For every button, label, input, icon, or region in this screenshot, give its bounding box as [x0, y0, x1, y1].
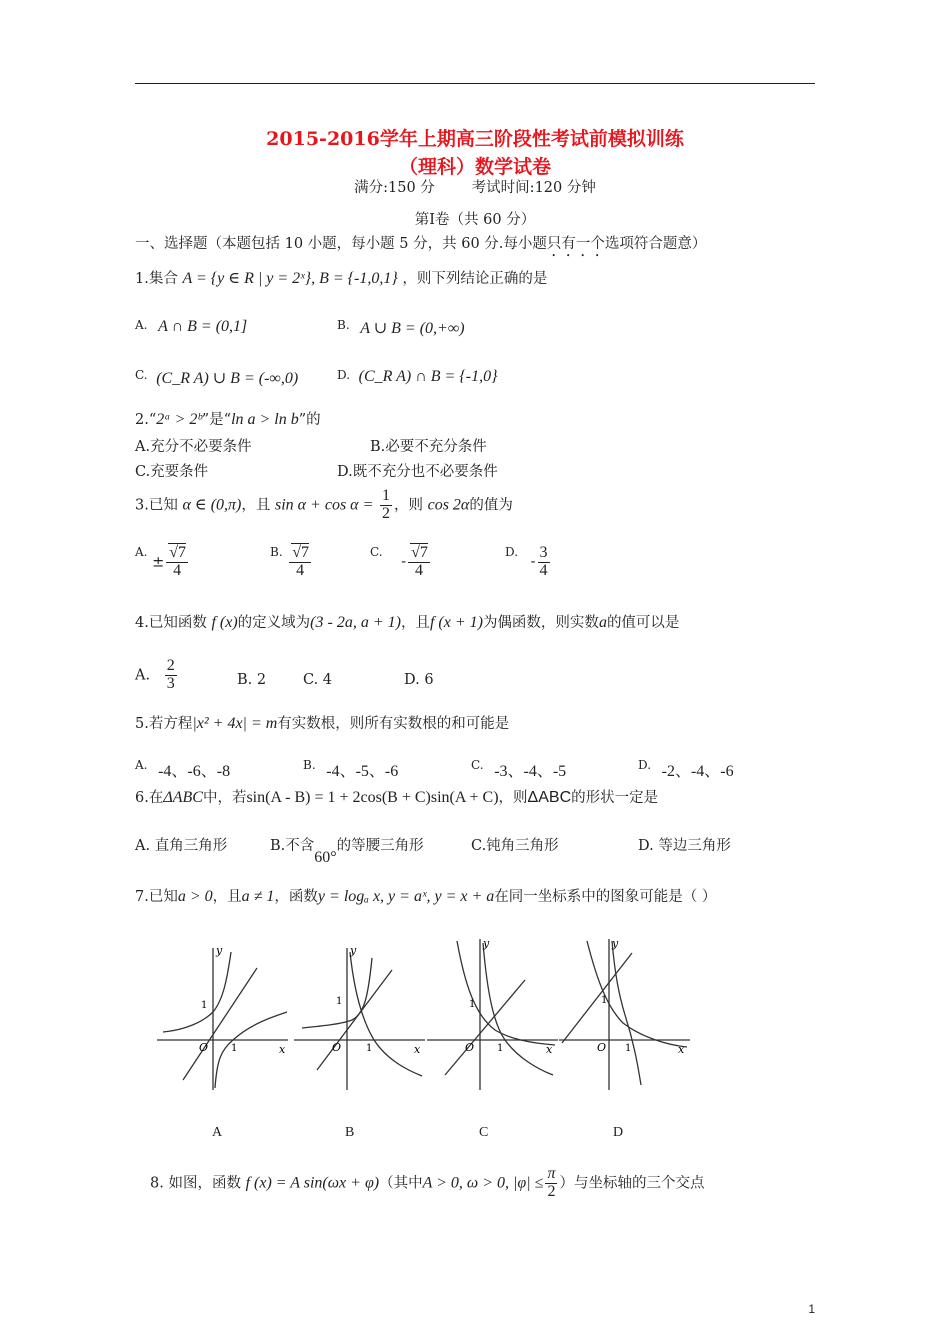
q8-frac-den: 2 — [547, 1182, 556, 1200]
q4-a-num: 2 — [166, 657, 175, 674]
q5-option-b[interactable] — [303, 758, 398, 781]
score-time: 满分:150 分 考试时间:120 分钟 — [354, 180, 596, 196]
one-label-x: 1 — [497, 1043, 504, 1054]
q3-c-sign: - — [401, 554, 407, 571]
question-1-stem — [135, 269, 547, 288]
q4-stem-math2: (3 - 2a, a + 1) — [310, 614, 401, 631]
q1-option-c[interactable] — [135, 368, 298, 388]
section-text-b: 选项符合题意） — [604, 236, 707, 252]
q3-a-num — [166, 545, 188, 563]
question-4-stem — [135, 613, 679, 632]
q6-stem-math3: ΔABC — [527, 789, 572, 806]
q5-stem-pre: 5.若方程 — [135, 716, 193, 732]
q6-option-c[interactable]: C.钝角三角形 — [471, 838, 559, 854]
q3-stem-mid: ，且 — [241, 497, 271, 514]
section-emphasis: 只有一个 — [546, 236, 605, 252]
one-label: 1 — [469, 999, 476, 1010]
q5-d-math: -2、-4、-6 — [661, 763, 734, 780]
q2-option-c[interactable]: C.充要条件 — [135, 464, 209, 480]
axis-x-label: x — [678, 1043, 685, 1056]
q3-option-a[interactable] — [135, 545, 190, 580]
q4-stem-mid1: 的定义域为 — [237, 615, 311, 631]
q7-stem-math2: a ≠ 1 — [241, 888, 275, 905]
axis-y-label: y — [483, 937, 490, 950]
one-label-x: 1 — [625, 1043, 632, 1054]
origin-label: O — [597, 1041, 607, 1054]
origin-label: O — [332, 1041, 342, 1054]
q3-stem-post2: 的值为 — [469, 497, 513, 514]
q1-stem-math: A = {y ∈ R | y = 2ˣ}, B = {-1,0,1} — [182, 270, 398, 287]
q1-option-d[interactable] — [337, 368, 497, 386]
q6-stem-pre: 6.在 — [135, 790, 164, 806]
question-3-stem — [135, 488, 513, 523]
q3-c-label: C. — [370, 545, 383, 559]
q3-a-sign: ± — [152, 554, 165, 571]
q6-b-pre: B.不含 — [270, 838, 315, 854]
q1-option-b[interactable] — [337, 318, 465, 338]
q3-d-label: D. — [505, 545, 519, 559]
q3-stem-fraction — [380, 488, 392, 523]
q5-b-math: -4、-5、-6 — [326, 763, 399, 780]
q3-stem-post1: ，则 — [393, 497, 423, 514]
q8-stem-fraction — [545, 1166, 557, 1201]
q3-a-label: A. — [135, 545, 148, 559]
q4-option-a[interactable] — [135, 658, 179, 693]
origin-label: O — [199, 1041, 209, 1054]
q3-stem-pre: 3.已知 — [135, 497, 178, 514]
q7-graph-d[interactable] — [557, 935, 692, 1095]
q5-stem-post: 有实数根，则所有实数根的和可能是 — [277, 716, 510, 732]
q4-option-c[interactable]: C. 4 — [303, 672, 333, 688]
q3-option-d[interactable] — [505, 545, 552, 580]
q6-stem-math1: ΔABC — [163, 789, 203, 806]
section-instructions — [135, 236, 706, 260]
q4-stem-post: 的值可以是 — [606, 615, 680, 631]
q4-stem-mid3: 为偶函数，则实数 — [482, 615, 599, 631]
q3-c-sqrt: √7 — [411, 544, 428, 561]
q2-stem-math1: 2ᵃ > 2ᵇ — [156, 411, 202, 428]
q6-stem-post: 的形状一定是 — [571, 790, 659, 806]
q6-option-a[interactable]: A. 直角三角形 — [135, 838, 228, 854]
q1-stem-pre: 1.集合 — [135, 271, 178, 287]
q8-stem-post: ）与坐标轴的三个交点 — [559, 1175, 705, 1192]
q3-d-den: 4 — [539, 561, 548, 579]
q6-option-d[interactable]: D. 等边三角形 — [638, 838, 731, 854]
one-label: 1 — [336, 996, 343, 1007]
q3-stem-math2: sin α + cos α = — [274, 496, 374, 514]
q7-stem-mid2: ，函数 — [274, 889, 318, 905]
axis-y-label: y — [216, 944, 223, 957]
q1-d-label: D. — [337, 368, 351, 382]
q6-b-math: 60° — [314, 849, 337, 866]
one-label-x: 1 — [231, 1043, 238, 1054]
q1-c-label: C. — [135, 368, 148, 382]
q4-a-den: 3 — [166, 674, 175, 692]
one-label: 1 — [201, 1000, 208, 1011]
axis-x-label: x — [279, 1043, 286, 1056]
exam-subtitle: （理科）数学试卷 — [398, 156, 551, 178]
volume-heading: 第Ⅰ卷（共 60 分） — [414, 212, 536, 228]
q6-stem-math2: sin(A - B) = 1 + 2cos(B + C)sin(A + C) — [246, 789, 499, 806]
q2-option-a[interactable]: A.充分不必要条件 — [135, 439, 252, 455]
q7-graph-d-label: D — [613, 1125, 624, 1140]
question-5-stem — [135, 714, 509, 733]
q3-c-fraction — [408, 545, 430, 580]
q7-stem-post: 在同一坐标系中的图象可能是（ ） — [494, 889, 717, 905]
q6-option-b[interactable] — [270, 834, 424, 866]
q5-c-math: -3、-4、-5 — [494, 763, 567, 780]
q8-stem-mid: （其中 — [379, 1175, 423, 1192]
page-number: 1 — [808, 1302, 815, 1316]
question-6-stem — [135, 788, 658, 807]
q3-stem-math1: α ∈ (0,π) — [182, 496, 242, 514]
q3-option-b[interactable] — [270, 545, 313, 580]
one-label: 1 — [601, 995, 608, 1006]
q3-b-label: B. — [270, 545, 283, 559]
q2-stem-mid: ”是“ — [201, 412, 232, 428]
q3-d-sign: - — [530, 554, 536, 571]
q1-b-label: B. — [337, 318, 350, 332]
q5-d-label: D. — [638, 758, 652, 772]
q2-stem-post: ”的 — [298, 412, 321, 428]
q5-option-c[interactable] — [471, 758, 566, 781]
q5-b-label: B. — [303, 758, 316, 772]
q3-b-sqrt: √7 — [292, 544, 310, 561]
axis-x-label: x — [546, 1043, 553, 1056]
q3-a-sqrt: √7 — [169, 544, 187, 561]
q7-graph-a[interactable] — [155, 940, 290, 1095]
question-8-stem — [150, 1166, 704, 1201]
q3-a-den: 4 — [173, 561, 182, 579]
q7-graph-c-label: C — [479, 1125, 489, 1140]
axis-x-label: x — [414, 1043, 421, 1056]
q8-frac-num: π — [547, 1165, 556, 1182]
q6-stem-mid: 中，若 — [202, 790, 247, 806]
one-label-x: 1 — [366, 1043, 373, 1054]
q6-stem-mid2: ，则 — [498, 790, 528, 806]
q1-b-math: A ∪ B = (0,+∞) — [360, 320, 465, 337]
q1-d-math: (C_R A) ∩ B = {-1,0} — [358, 368, 498, 385]
q1-a-label: A. — [135, 318, 148, 332]
q1-option-a[interactable] — [135, 318, 247, 336]
q2-stem-math2: ln a > ln b — [231, 411, 299, 428]
q7-stem-mid1: ，且 — [212, 889, 242, 905]
q3-frac-num: 1 — [381, 487, 390, 504]
q2-option-d[interactable]: D.既不充分也不必要条件 — [337, 464, 498, 480]
q7-graph-c[interactable] — [425, 935, 560, 1095]
q4-option-d[interactable]: D. 6 — [404, 672, 434, 688]
axis-y-label: y — [350, 944, 357, 957]
q3-option-c[interactable] — [370, 545, 432, 580]
q4-stem-math1: f (x) — [211, 614, 238, 631]
q3-d-fraction — [538, 545, 550, 580]
q5-option-d[interactable] — [638, 758, 734, 781]
question-2-stem — [135, 410, 321, 429]
q7-graph-b-label: B — [345, 1125, 355, 1140]
q1-stem-post: ，则下列结论正确的是 — [402, 271, 548, 287]
q4-a-fraction — [165, 658, 177, 693]
q1-a-math: A ∩ B = (0,1] — [158, 318, 248, 335]
q7-stem-pre: 7.已知 — [135, 889, 178, 905]
q4-stem-math3: f (x + 1) — [429, 614, 483, 631]
section-text-a: 一、选择题（本题包括 10 小题，每小题 5 分，共 60 分.每小题 — [135, 236, 547, 252]
q3-stem-math3: cos 2α — [427, 496, 470, 514]
q2-option-b[interactable]: B.必要不充分条件 — [370, 439, 487, 455]
q4-stem-mid2: ，且 — [400, 615, 430, 631]
q3-d-num: 3 — [539, 544, 548, 561]
q4-a-label: A. — [135, 667, 151, 684]
q7-stem-math1: a > 0 — [177, 888, 213, 905]
q3-b-den: 4 — [296, 561, 305, 579]
q3-b-num — [289, 545, 311, 563]
q3-a-fraction — [166, 545, 188, 580]
q3-c-den: 4 — [414, 561, 423, 579]
q1-c-math: (C_R A) ∪ B = (-∞,0) — [156, 370, 299, 387]
q5-c-label: C. — [471, 758, 484, 772]
axis-y-label: y — [612, 937, 619, 950]
q4-option-b[interactable]: B. 2 — [237, 672, 267, 688]
origin-label: O — [465, 1041, 475, 1054]
q2-stem-pre: 2.“ — [135, 412, 157, 428]
q8-stem-math1: f (x) = A sin(ωx + φ) — [245, 1174, 380, 1192]
q5-a-label: A. — [135, 758, 148, 772]
q5-a-math: -4、-6、-8 — [158, 763, 231, 780]
q7-stem-math3: y = logₐ x, y = aˣ, y = x + a — [317, 888, 495, 905]
q7-graph-b[interactable] — [292, 940, 427, 1095]
q6-b-post: 的等腰三角形 — [336, 838, 424, 854]
q5-option-a[interactable] — [135, 758, 230, 781]
q4-stem-math4: a — [598, 614, 607, 631]
question-7-stem — [135, 887, 716, 906]
q7-graph-a-label: A — [212, 1125, 223, 1140]
q3-frac-den: 2 — [381, 504, 390, 522]
q5-stem-math: |x² + 4x| = m — [192, 715, 278, 732]
exam-title: 2015-2016学年上期高三阶段性考试前模拟训练 — [266, 128, 684, 150]
q8-stem-pre: 8. 如图，函数 — [150, 1175, 241, 1192]
q3-c-num — [408, 545, 430, 563]
q4-stem-pre: 4.已知函数 — [135, 615, 207, 631]
q8-stem-math2: A > 0, ω > 0, |φ| ≤ — [422, 1174, 544, 1192]
top-rule — [135, 83, 815, 84]
q3-b-fraction — [289, 545, 311, 580]
